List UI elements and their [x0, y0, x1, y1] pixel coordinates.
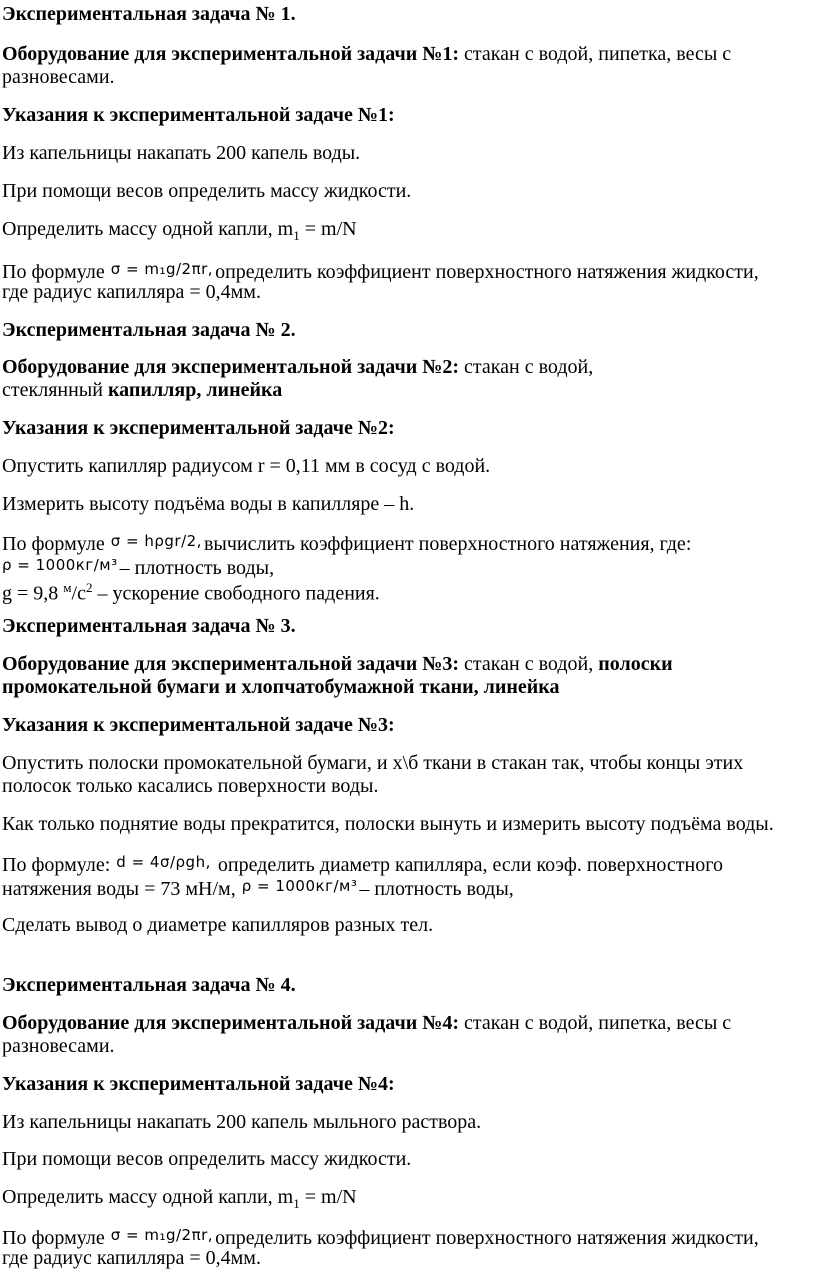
task3-step1: Опустить полоски промокательной бумаги, и х\б ткани в стакан так, чтобы концы этих — [2, 752, 744, 774]
density-formula: ρ = 1000кг/м³ — [241, 877, 358, 895]
task1-equipment-cont: разновесами. — [2, 66, 115, 88]
task3-step3: По формуле: d = 4σ/ρgh, определить диаметр капилляра, если коэф. поверхностного — [2, 850, 723, 877]
task3-equipment-cont: промокательной бумаги и хлопчатобумажной ткани, линейка — [2, 676, 560, 698]
surface-tension-formula: σ = m₁g/2πr, — [110, 260, 214, 278]
capillary-rise-formula: σ = hρgr/2, — [110, 532, 202, 550]
task2-step5: g = 9,8 $^м/с^2$ – ускорение свободного падения. — [2, 580, 380, 605]
task3-conclusion: Сделать вывод о диаметре капилляров разных тел. — [2, 914, 434, 936]
task2-step4: ρ = 1000кг/м³ – плотность воды, — [2, 553, 274, 580]
task3-instructions-title: Указания к экспериментальной задаче №3: — [2, 714, 395, 736]
task4-step5: где радиус капилляра = 0,4мм. — [2, 1247, 261, 1269]
task4-step3: Определить массу одной капли, $m_1 = m/N$ — [2, 1186, 357, 1211]
task2-step3: По формуле σ = hρgr/2, вычислить коэффициент поверхностного натяжения, где: — [2, 529, 691, 556]
task2-instructions-title: Указания к экспериментальной задаче №2: — [2, 417, 395, 439]
task3-title: Экспериментальная задача № 3. — [2, 615, 296, 637]
task1-step4: По формуле σ = m₁g/2πr, определить коэффициент поверхностного натяжения жидкости, — [2, 257, 759, 284]
task1-step1: Из капельницы накапать 200 капель воды. — [2, 142, 361, 164]
task2-step1: Опустить капилляр радиусом r = 0,11 мм в сосуд с водой. — [2, 455, 491, 477]
task2-equipment-cont: стеклянный капилляр, линейка — [2, 379, 283, 401]
task1-step2: При помощи весов определить массу жидкости. — [2, 180, 412, 202]
task3-step4: натяжения воды = 73 мН/м, ρ = 1000кг/м³ – плотность воды, — [2, 874, 514, 901]
task1-step3: Определить массу одной капли, $m_1 = m/N$ — [2, 218, 357, 243]
task1-step5: где радиус капилляра = 0,4мм. — [2, 281, 261, 303]
task4-step1: Из капельницы накапать 200 капель мыльного раствора. — [2, 1111, 482, 1133]
capillary-diameter-formula: d = 4σ/ρgh, — [116, 853, 211, 871]
task1-equipment: Оборудование для экспериментальной задачи №1: стакан с водой, пипетка, весы с — [2, 43, 732, 65]
surface-tension-formula: σ = m₁g/2πr, — [110, 1226, 214, 1244]
task4-step4: По формуле σ = m₁g/2πr, определить коэффициент поверхностного натяжения жидкости, — [2, 1223, 759, 1250]
task3-step1-cont: полосок только касались поверхности воды. — [2, 775, 379, 797]
task4-instructions-title: Указания к экспериментальной задаче №4: — [2, 1073, 395, 1095]
task4-equipment-cont: разновесами. — [2, 1035, 115, 1057]
density-formula: ρ = 1000кг/м³ — [2, 556, 118, 574]
task2-equipment: Оборудование для экспериментальной задачи №2: стакан с водой, — [2, 356, 594, 378]
task2-title: Экспериментальная задача № 2. — [2, 319, 296, 341]
task4-step2: При помощи весов определить массу жидкости. — [2, 1148, 412, 1170]
task3-step2: Как только поднятие воды прекратится, полоски вынуть и измерить высоту подъёма воды. — [2, 813, 774, 835]
task1-title: Экспериментальная задача № 1. — [2, 3, 296, 25]
task2-step2: Измерить высоту подъёма воды в капилляре – h. — [2, 493, 415, 515]
task4-title: Экспериментальная задача № 4. — [2, 974, 296, 996]
task1-instructions-title: Указания к экспериментальной задаче №1: — [2, 104, 395, 126]
task4-equipment: Оборудование для экспериментальной задачи №4: стакан с водой, пипетка, весы с — [2, 1012, 732, 1034]
task3-equipment: Оборудование для экспериментальной задачи №3: стакан с водой, полоски — [2, 653, 673, 675]
